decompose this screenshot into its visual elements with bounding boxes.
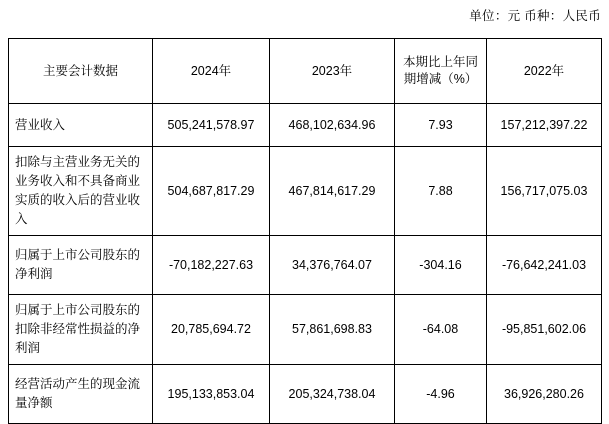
cell-change: -304.16 bbox=[395, 236, 487, 295]
row-label: 扣除与主营业务无关的业务收入和不具备商业实质的收入后的营业收入 bbox=[9, 147, 153, 236]
cell-change: 7.88 bbox=[395, 147, 487, 236]
cell-2022: -76,642,241.03 bbox=[487, 236, 602, 295]
table-header-row bbox=[9, 39, 602, 104]
unit-note: 单位：元 币种：人民币 bbox=[469, 9, 601, 23]
cell-2023: 34,376,764.07 bbox=[270, 236, 395, 295]
cell-2022: 36,926,280.26 bbox=[487, 365, 602, 424]
cell-2023: 467,814,617.29 bbox=[270, 147, 395, 236]
cell-2024: 195,133,853.04 bbox=[153, 365, 270, 424]
table-row bbox=[9, 104, 602, 147]
table-row bbox=[9, 365, 602, 424]
cell-2022: 157,212,397.22 bbox=[487, 104, 602, 147]
row-label: 经营活动产生的现金流量净额 bbox=[9, 365, 153, 424]
row-label: 归属于上市公司股东的扣除非经常性损益的净利润 bbox=[9, 295, 153, 365]
financial-summary-table bbox=[8, 38, 602, 424]
column-header-2022: 2022年 bbox=[487, 39, 602, 104]
table-body bbox=[9, 104, 602, 424]
cell-2024: 20,785,694.72 bbox=[153, 295, 270, 365]
column-header-metric: 主要会计数据 bbox=[9, 39, 153, 104]
table-header bbox=[9, 39, 602, 104]
cell-2024: 505,241,578.97 bbox=[153, 104, 270, 147]
cell-2023: 205,324,738.04 bbox=[270, 365, 395, 424]
cell-2023: 57,861,698.83 bbox=[270, 295, 395, 365]
cell-2022: 156,717,075.03 bbox=[487, 147, 602, 236]
cell-2023: 468,102,634.96 bbox=[270, 104, 395, 147]
cell-2022: -95,851,602.06 bbox=[487, 295, 602, 365]
cell-change: -64.08 bbox=[395, 295, 487, 365]
column-header-change: 本期比上年同期增减（%） bbox=[395, 39, 487, 104]
row-label: 归属于上市公司股东的净利润 bbox=[9, 236, 153, 295]
table-row bbox=[9, 236, 602, 295]
cell-2024: -70,182,227.63 bbox=[153, 236, 270, 295]
column-header-2023: 2023年 bbox=[270, 39, 395, 104]
cell-2024: 504,687,817.29 bbox=[153, 147, 270, 236]
cell-change: -4.96 bbox=[395, 365, 487, 424]
row-label: 营业收入 bbox=[9, 104, 153, 147]
cell-change: 7.93 bbox=[395, 104, 487, 147]
column-header-2024: 2024年 bbox=[153, 39, 270, 104]
table-row bbox=[9, 295, 602, 365]
table-row bbox=[9, 147, 602, 236]
